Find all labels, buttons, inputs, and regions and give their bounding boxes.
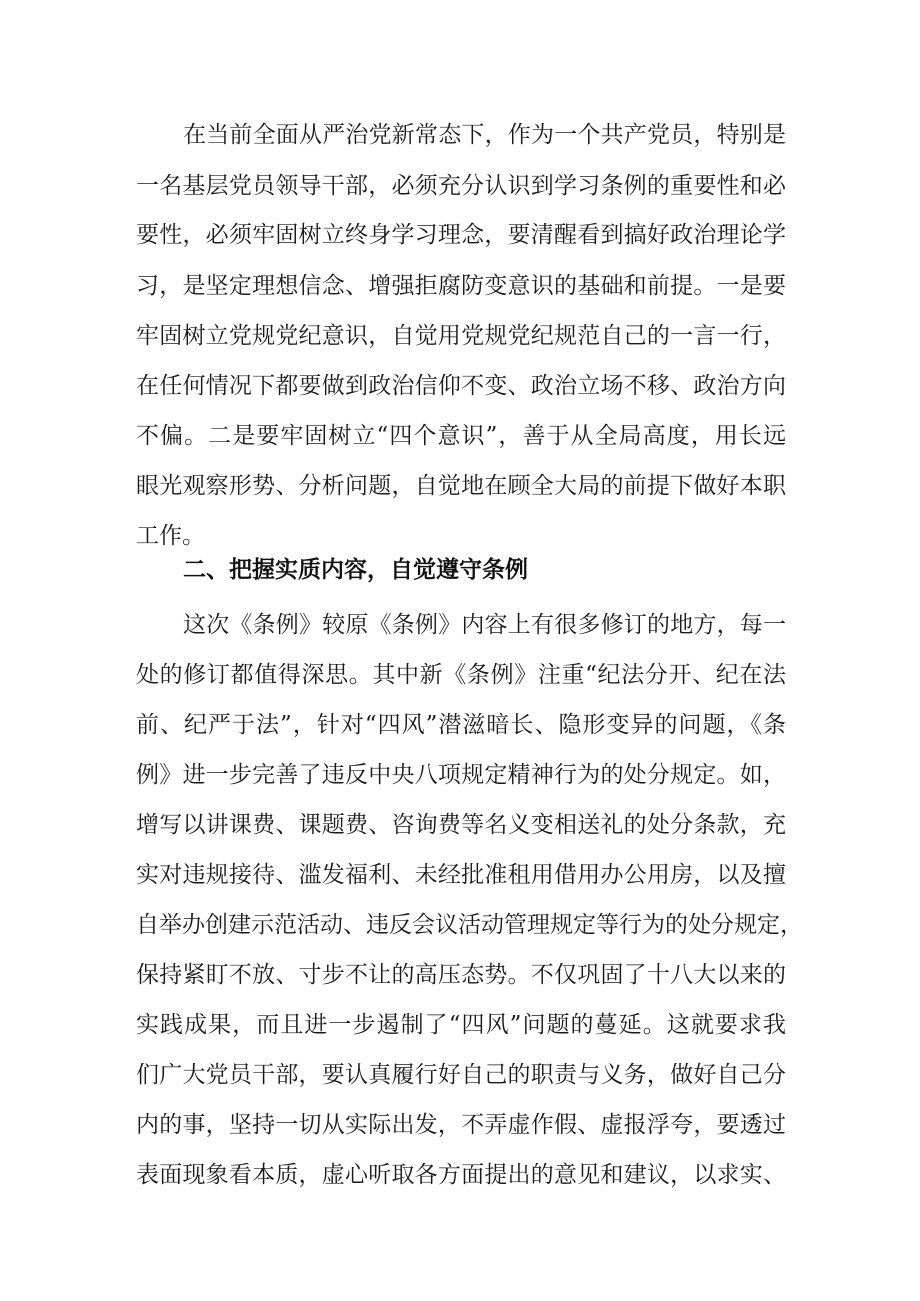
paragraph-2-line: 增写以讲课费、课题费、咨询费等名义变相送礼的处分条款，充 — [136, 812, 786, 838]
section-heading: 二、把握实质内容，自觉遵守条例 — [183, 557, 528, 583]
paragraph-2-line: 内的事，坚持一切从实际出发，不弄虚作假、虚报浮夸，要透过 — [136, 1112, 786, 1138]
paragraph-1-line: 牢固树立党规党纪意识，自觉用党规党纪规范自己的一言一行， — [136, 323, 786, 349]
paragraph-2-line: 保持紧盯不放、寸步不让的高压态势。不仅巩固了十八大以来的 — [136, 962, 786, 988]
paragraph-1-line: 一名基层党员领导干部，必须充分认识到学习条例的重要性和必 — [136, 173, 786, 199]
paragraph-1-line: 在当前全面从严治党新常态下，作为一个共产党员，特别是 — [183, 122, 786, 148]
paragraph-2-line: 表面现象看本质，虚心听取各方面提出的意见和建议，以求实、 — [136, 1162, 786, 1188]
paragraph-1-line: 眼光观察形势、分析问题，自觉地在顾全大局的前提下做好本职 — [136, 473, 786, 499]
paragraph-2-line: 们广大党员干部，要认真履行好自己的职责与义务，做好自己分 — [136, 1062, 786, 1088]
paragraph-2-line: 实践成果，而且进一步遏制了“四风”问题的蔓延。这就要求我 — [136, 1012, 786, 1038]
paragraph-1-line: 工作。 — [136, 523, 205, 549]
paragraph-2-line: 自举办创建示范活动、违反会议活动管理规定等行为的处分规定， — [136, 912, 803, 938]
paragraph-2-line: 前、纪严于法”，针对“四风”潜滋暗长、隐形变异的问题，《条 — [136, 712, 786, 738]
paragraph-1-line: 要性，必须牢固树立终身学习理念，要清醒看到搞好政治理论学 — [136, 222, 786, 248]
paragraph-1-line: 习，是坚定理想信念、增强拒腐防变意识的基础和前提。一是要 — [136, 273, 786, 299]
paragraph-1-line: 在任何情况下都要做到政治信仰不变、政治立场不移、政治方向 — [136, 373, 786, 399]
paragraph-1-line: 不偏。二是要牢固树立“四个意识”，善于从全局高度，用长远 — [136, 423, 786, 449]
paragraph-2-line: 实对违规接待、滥发福利、未经批准租用借用办公用房，以及擅 — [136, 862, 786, 888]
paragraph-2-line: 处的修订都值得深思。其中新《条例》注重“纪法分开、纪在法 — [136, 662, 786, 688]
paragraph-2-line: 这次《条例》较原《条例》内容上有很多修订的地方，每一 — [183, 612, 786, 638]
paragraph-2-line: 例》进一步完善了违反中央八项规定精神行为的处分规定。如， — [136, 762, 786, 788]
